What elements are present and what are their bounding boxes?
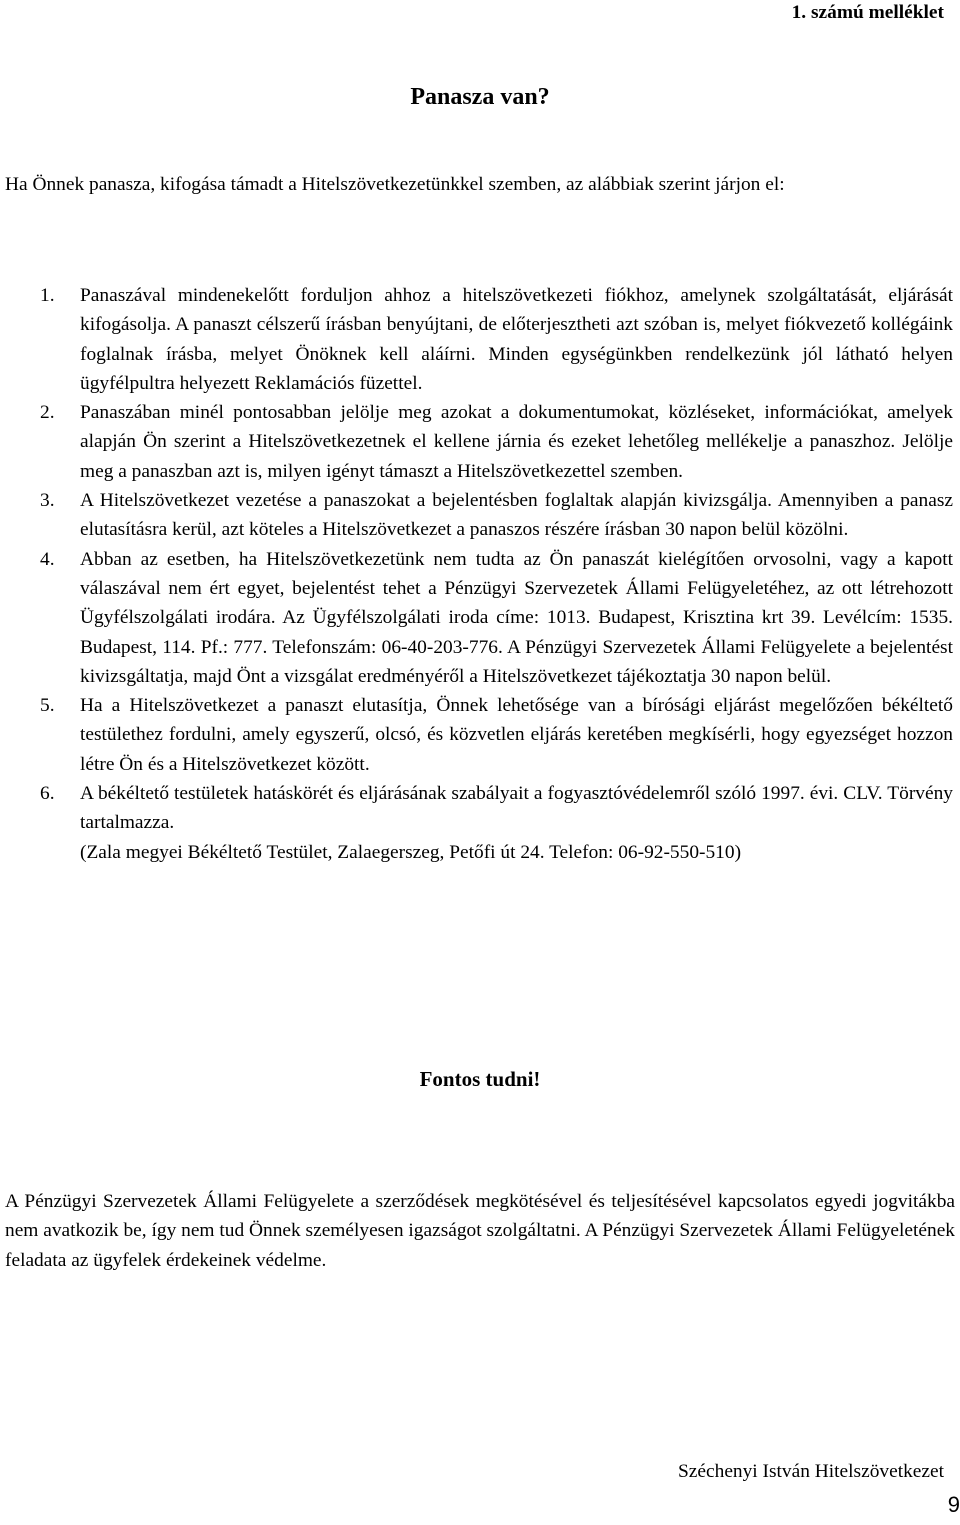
list-item-number: 6. bbox=[40, 783, 55, 805]
page-number: 9 bbox=[947, 1492, 960, 1517]
intro-paragraph: Ha Önnek panasza, kifogása támadt a Hitelszövetkezetünkkel szemben, az alábbiak szerint járjon el: bbox=[5, 174, 785, 195]
list-item bbox=[5, 281, 953, 398]
list-item-number: 5. bbox=[40, 695, 55, 717]
list-item-number: 1. bbox=[40, 285, 55, 306]
list-item bbox=[5, 545, 953, 691]
list-item-text: Panaszával mindenekelőtt forduljon ahhoz a hitelszövetkezeti fiókhoz, amelynek szolgáltatását, eljárását kifogásolja. A panaszt célszerű írásban benyújtani, de előterjesztheti azt szóban is, melyet fiókvezető kollégáink foglalnak írásba, melyet Önöknek kell aláírni. Minden egységünkben rendelkezünk jól látható helyen ügyfélpultra helyezett Reklamációs füzettel. bbox=[80, 285, 953, 394]
annex-label: 1. számú melléklet bbox=[791, 2, 944, 23]
list-item-text: A békéltető testületek hatáskörét és eljárásának szabályait a fogyasztóvédelemről szóló 1997. évi. CLV. Törvény tartalmazza. bbox=[80, 783, 953, 834]
list-item-number: 2. bbox=[40, 402, 55, 424]
steps-list bbox=[5, 281, 953, 867]
notice-paragraph: A Pénzügyi Szervezetek Állami Felügyelete a szerződések megkötésével és teljesítésével kapcsolatos egyedi jogvitákba nem avatkozik be, így nem tud Önnek személyesen igazságot szolgáltatni. A Pénzügyi Szervezetek Állami Felügyeletének feladata az ügyfelek érdekeinek védelme. bbox=[5, 1191, 955, 1271]
list-item bbox=[5, 398, 953, 486]
arbitration-board-contact: (Zala megyei Békéltető Testület, Zalaegerszeg, Petőfi út 24. Telefon: 06-92-550-510) bbox=[80, 841, 742, 863]
list-item-text: Abban az esetben, ha Hitelszövetkezetünk nem tudta az Ön panaszát kielégítően orvosolni, vagy a kapott válaszával nem ért egyet, bejelentést tehet a Pénzügyi Szervezetek Állami Felügyeletéhez, az ott létrehozott Ügyfélszolgálati irodára. Az Ügyfélszolgálati iroda címe: 1013. Budapest, Krisztina krt 39. Levélcím: 1535. Budapest, 114. Pf.: 777. Telefonszám: 06-40-203-776. A Pénzügyi Szervezetek Állami Felügyelete a bejelentést kivizsgáltatja, majd Önt a vizsgálat eredményéről a Hitelszövetkezet tájékoztatja 30 napon belül. bbox=[80, 548, 953, 687]
list-item-text: A Hitelszövetkezet vezetése a panaszokat a bejelentésben foglaltak alapján kivizsgálja. Amennyiben a panasz elutasításra kerül, azt köteles a Hitelszövetkezet a panaszos részére írásban 30 napon belül közölni. bbox=[80, 490, 953, 541]
list-item-text: Panaszában minél pontosabban jelölje meg azokat a dokumentumokat, közléseket, információkat, amelyek alapján Ön szerint a Hitelszövetkezetnek el kellene járnia és ezeket lehetőleg mellékelje a panaszhoz. Jelölje meg a panaszban azt is, milyen igényt támaszt a Hitelszövetkezettel szemben. bbox=[80, 402, 953, 482]
list-item-number: 3. bbox=[40, 490, 55, 512]
notice-title: Fontos tudni! bbox=[419, 1067, 541, 1091]
list-item bbox=[5, 486, 953, 545]
list-item-text: Ha a Hitelszövetkezet a panaszt elutasítja, Önnek lehetősége van a bírósági eljárást megelőzően békéltető testülethez fordulni, amely egyszerű, olcsó, és közvetlen eljárás keretében megkísérli, hogy egyezséget hozzon létre Ön és a Hitelszövetkezet között. bbox=[80, 695, 953, 775]
list-item-number: 4. bbox=[40, 548, 55, 570]
page-title: Panasza van? bbox=[410, 84, 550, 110]
list-item bbox=[5, 691, 953, 779]
signature: Széchenyi István Hitelszövetkezet bbox=[678, 1461, 944, 1482]
list-item bbox=[5, 779, 953, 867]
